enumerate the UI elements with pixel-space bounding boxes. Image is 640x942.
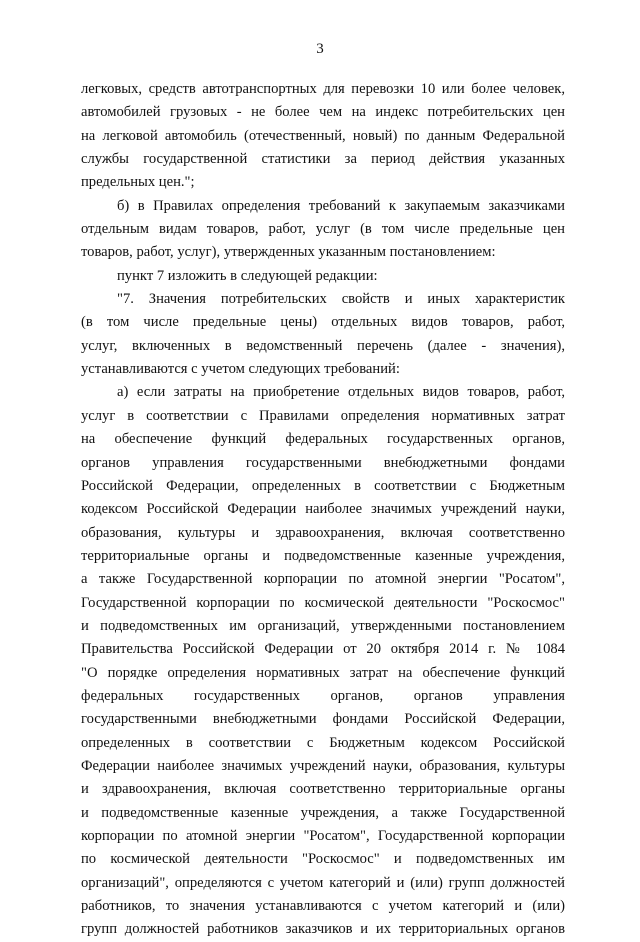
text-line: услуг, включенных в ведомственный перечень (далее - значения),: [81, 337, 565, 354]
text-line: "О порядке определения нормативных затрат на обеспечение функций: [81, 664, 565, 681]
text-line: работников, то значения устанавливаются с учетом категорий и (или): [81, 898, 565, 915]
text-line: предельных цен.";: [81, 174, 195, 191]
text-line: отдельным видам товаров, работ, услуг (в том числе предельные цен: [81, 221, 565, 238]
text-line: определенных в соответствии с Бюджетным кодексом Российской: [81, 734, 565, 751]
text-line: Федерации наиболее значимых учреждений науки, образования, культуры: [81, 757, 565, 774]
text-line: на легковой автомобиль (отечественный, новый) по данным Федеральной: [81, 127, 565, 144]
text-line: и здравоохранения, включая соответственно территориальные органы: [81, 781, 565, 798]
text-line: а также Государственной корпорации по атомной энергии "Росатом",: [81, 571, 565, 588]
text-line: автомобилей грузовых - не более чем на индекс потребительских цен: [81, 104, 565, 121]
text-line: Государственной корпорации по космической деятельности "Роскосмос": [81, 594, 565, 611]
text-line: групп должностей работников заказчиков и их территориальных органов: [81, 921, 565, 938]
text-line: на обеспечение функций федеральных государственных органов,: [81, 431, 565, 448]
text-line: пункт 7 изложить в следующей редакции:: [117, 267, 378, 284]
text-line: и подведомственные казенные учреждения, а также Государственной: [81, 804, 565, 821]
text-line: и подведомственных им организаций, утвержденными постановлением: [81, 617, 565, 634]
text-line: Российской Федерации, определенных в соответствии с Бюджетным: [81, 477, 565, 494]
text-line: "7. Значения потребительских свойств и иных характеристик: [117, 291, 565, 308]
text-line: Правительства Российской Федерации от 20 октября 2014 г. № 1084: [81, 641, 565, 658]
text-line: товаров, работ, услуг), утвержденных указанным постановлением:: [81, 244, 496, 261]
text-line: б) в Правилах определения требований к закупаемым заказчиками: [117, 197, 565, 214]
text-line: государственными внебюджетными фондами Российской Федерации,: [81, 711, 565, 728]
text-line: территориальные органы и подведомственные казенные учреждения,: [81, 547, 565, 564]
text-line: кодексом Российской Федерации наиболее значимых учреждений науки,: [81, 501, 565, 518]
document-body: [81, 78, 565, 942]
text-line: по космической деятельности "Роскосмос" и подведомственных им: [81, 851, 565, 868]
text-line: корпорации по атомной энергии "Росатом", Государственной корпорации: [81, 828, 565, 844]
page-number: 3: [316, 41, 324, 57]
text-line: легковых, средств автотранспортных для перевозки 10 или более человек,: [81, 81, 565, 97]
text-line: устанавливаются с учетом следующих требований:: [81, 361, 400, 378]
text-line: организаций", определяются с учетом категорий и (или) групп должностей: [81, 874, 565, 891]
text-line: образования, культуры и здравоохранения, включая соответственно: [81, 524, 565, 541]
text-line: федеральных государственных органов, органов управления: [81, 687, 565, 704]
text-line: а) если затраты на приобретение отдельных видов товаров, работ,: [117, 384, 565, 401]
text-line: (в том числе предельные цены) отдельных видов товаров, работ,: [81, 314, 565, 331]
text-line: услуг в соответствии с Правилами определения нормативных затрат: [81, 407, 565, 424]
text-line: службы государственной статистики за период действия указанных: [81, 151, 565, 168]
text-line: органов управления государственными внебюджетными фондами: [81, 454, 565, 471]
